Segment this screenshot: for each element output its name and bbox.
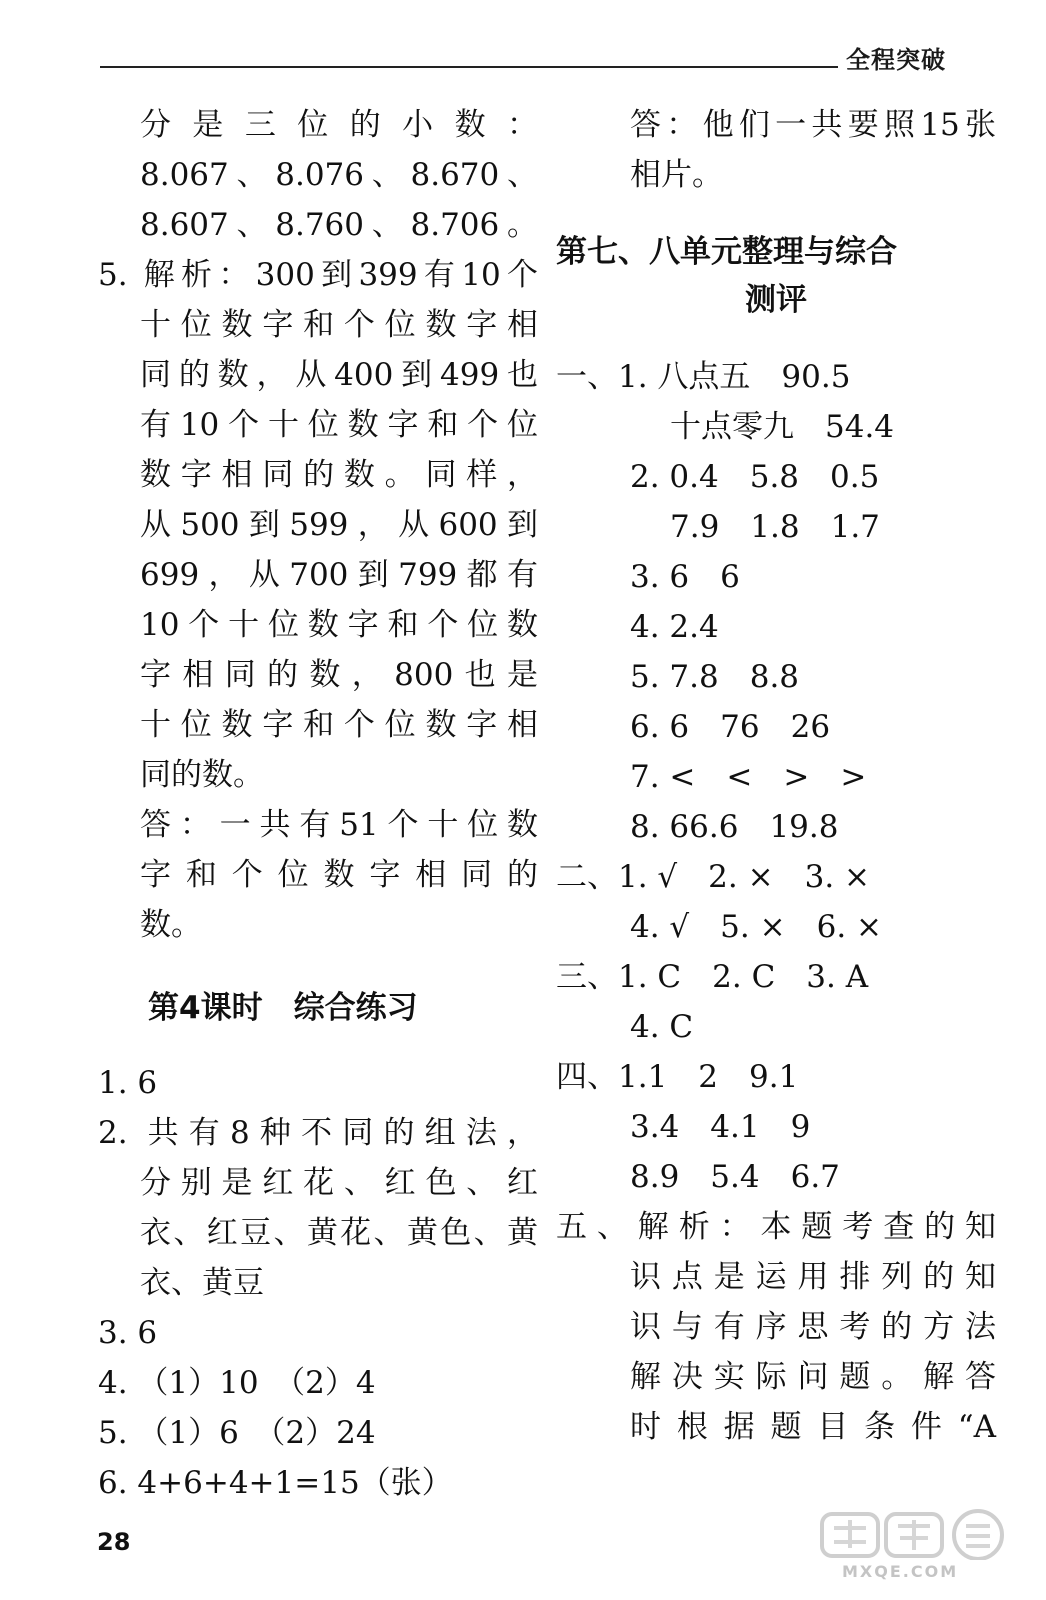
answer-line: 6. 6 76 26 [630,709,831,745]
text-line: 有10个十位数字和个位 [140,407,538,443]
answer-line: 识与有序思考的方法 [630,1309,996,1345]
right-column [556,100,996,1452]
text-line: 5. 解析：300到399有10个 [98,257,538,293]
text-line: 相片。 [630,157,723,193]
answer-line: 7.9 1.8 1.7 [670,509,880,545]
text-line: 从500到599，从600到 [140,507,538,543]
watermark-text: MXQE.COM [842,1562,959,1581]
text-line: 答：他们一共要照15张 [630,107,996,143]
text-line: 699，从700到799都有 [140,557,538,593]
answer-line: 2. 0.4 5.8 0.5 [630,459,880,495]
text-line: 分别是红花、红色、红 [140,1165,538,1201]
answer-line: 五、解析：本题考查的知 [556,1209,996,1245]
text-line: 十位数字和个位数字相 [140,307,538,343]
watermark [820,1508,1010,1588]
header-title: 全程突破 [846,46,946,74]
text-line: 2. 共有8种不同的组法， [98,1115,538,1151]
answer-line: 5. 7.8 8.8 [630,659,800,695]
text-line: 3. 6 [98,1315,158,1351]
text-line: 十位数字和个位数字相 [140,707,538,743]
answer-line: 四、1.1 2 9.1 [556,1059,799,1095]
answer-line: 二、1. √ 2. × 3. × [556,859,870,895]
text-line: 衣、黄豆 [140,1265,264,1301]
answer-line: 解决实际问题。解答 [630,1359,996,1395]
answer-line: 十点零九 54.4 [670,409,895,445]
unit-heading: 第七、八单元整理与综合 [556,234,897,270]
answer-line: 7. < < > > [630,759,867,795]
unit-heading-continued: 测评 [745,282,807,318]
text-line: 答：一共有51个十位数 [140,807,538,843]
text-line: 同的数。 [140,757,264,793]
answer-line: 8. 66.6 19.8 [630,809,839,845]
text-line: 字和个位数字相同的 [140,857,538,893]
answer-line: 4. C [630,1009,694,1045]
answer-line: 一、1. 八点五 90.5 [556,359,851,395]
text-line: 8.607、8.760、8.706。 [140,207,538,243]
left-column [98,100,538,1508]
text-line: 6. 4+6+4+1=15（张） [98,1465,453,1501]
text-line: 1. 6 [98,1065,158,1101]
answer-line: 4. 2.4 [630,609,719,645]
text-line: 10个十位数字和个位数 [140,607,538,643]
answer-line: 4. √ 5. × 6. × [630,909,882,945]
answer-line: 3.4 4.1 9 [630,1109,811,1145]
page-number: 28 [97,1528,131,1556]
watermark-logo-icon [820,1508,1010,1560]
answer-line: 3. 6 6 [630,559,740,595]
text-line: 8.067、8.076、8.670、 [140,157,538,193]
text-line: 5. （1）6 （2）24 [98,1415,376,1451]
header-rule [100,66,838,68]
answer-line: 识点是运用排列的知 [630,1259,996,1295]
text-line: 字相同的数，800也是 [140,657,538,693]
text-line: 同的数，从400到499也 [140,357,538,393]
lesson-heading: 第4课时 综合练习 [148,990,418,1026]
answer-line: 时根据题目条件“A [630,1409,996,1445]
answer-line: 8.9 5.4 6.7 [630,1159,840,1195]
text-line: 4. （1）10 （2）4 [98,1365,376,1401]
text-line: 衣、红豆、黄花、黄色、黄 [140,1215,538,1251]
text-line: 分 是 三 位 的 小 数 ： [140,107,538,143]
answer-line: 三、1. C 2. C 3. A [556,959,869,995]
text-line: 数。 [140,907,202,943]
text-line: 数字相同的数。同样， [140,457,538,493]
